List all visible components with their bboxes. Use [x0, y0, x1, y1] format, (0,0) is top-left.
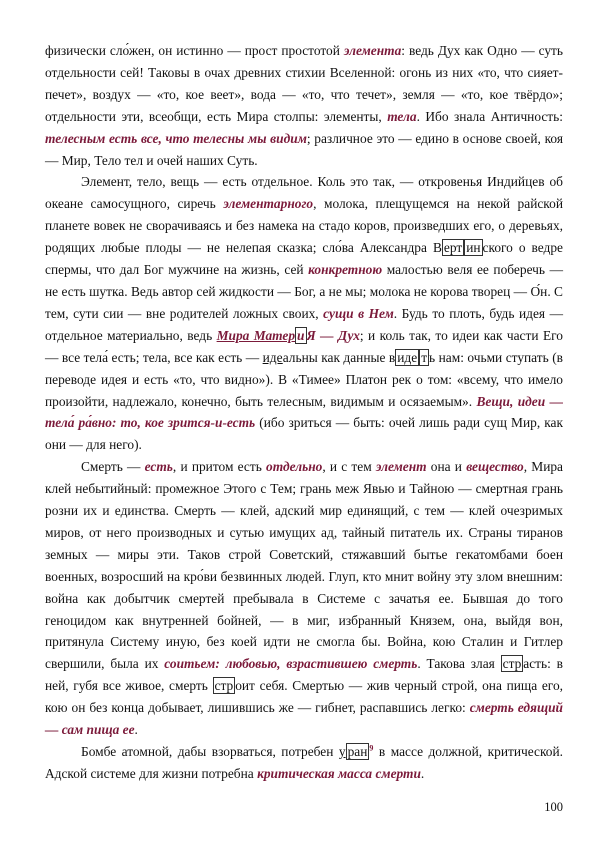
text-run: альны как данные [282, 349, 389, 365]
text-run: ; и коль так, то идеи как части Его — все тела́ есть; тела, все как есть — [45, 327, 563, 365]
emphasis: конкретною [308, 262, 383, 278]
emphasis: смерть едящий — сам пища ее [45, 700, 563, 738]
text-run: . [420, 765, 425, 781]
paragraph-3 [45, 456, 563, 741]
boxed-morpheme: ран [347, 744, 368, 759]
footnote-marker[interactable]: 9 [369, 743, 374, 753]
boxed-morpheme: стр [214, 678, 234, 694]
emphasis: отдельно [266, 459, 323, 475]
underlined-morpheme: иде [262, 349, 283, 365]
text-run: , молока, плещущемся на некой райской планете вовек не сворачиваясь и без намека на стадо коров, произведших его, о деревьях, родящих любые плоды — не нелепая сказка; сло́ва Александра [45, 196, 563, 256]
text-run: , и с тем [322, 459, 376, 475]
text-run: , Мира клей небытийный: промежное Этого с Тем; грань меж Явью и Тайною — смертная грань розни их и единства. Смерть — клей, адский мир единящий, с тем — клей очезримых миров, от него производных и сутью имущих ад, тайный питатель их. Страны тиранов земных — миры эти. Таков строй Советский, стяжавший бытье гекатомбами боен военных, возросший на кро́ви безвинных людей. Глуп, кто мнит войну эту злом внешним: война как добытчик смертей пребывала в Системе с зачатья ее. Бывшая до того геноцидом как внутренней бойней, — в миг, избранный Князем, она, выйдя вон, притянула Систему иную, без коей идти не смогла бы. Война, кою Сталин и Гитлер свершили, была их [45, 459, 563, 672]
emphasis: элементарного [223, 196, 314, 212]
emphasis: Мира Матер [216, 327, 296, 343]
boxed-morpheme: иде [397, 349, 418, 365]
emphasis: тела [387, 108, 417, 124]
text-run: она и [426, 459, 467, 475]
text-run: оит себя. Смертью — жив черный строй, она пища его, кою он без конца добывает, лишившись же — гибнет, распавшись легко: [45, 678, 563, 716]
page-number: 100 [544, 800, 563, 814]
text-run: . [134, 722, 138, 738]
underlined-morpheme: у [338, 744, 346, 759]
text-run: Элемент, тело, вещь — есть отдельное. Коль это так, — откровенья Индийцев об океане самосущного, сиречь [45, 174, 563, 212]
boxed-morpheme: стр [502, 656, 522, 672]
text-run: . Такова злая [417, 656, 501, 672]
body-text [45, 40, 563, 785]
boxed-morpheme: и [297, 327, 305, 343]
emphasis: элемента [343, 43, 402, 58]
text-run: ; различное это — едино в основе своей, коя — Мир, Тело тел и очей наших Суть. [45, 130, 563, 168]
emphasis: телесным есть все, что телесны мы видим [45, 130, 307, 146]
text-run: . Будь то плоть, будь идея — отдельное материально, ведь [45, 305, 563, 343]
emphasis: сущи в Нем [323, 305, 394, 321]
emphasis: есть [144, 459, 173, 475]
text-run: : ведь Дух как Одно — суть отдельности сей! Таковы в очах древних стихии Вселенной: огонь из них «то, что сияет-печет», воздух — «то, кое веет», вода — «то, что течет», земля — «то, кое твёрдо»; отдельности эти, всеобщи, есть Мира столпы: элементы, [45, 43, 563, 124]
text-run: в [388, 349, 396, 365]
text-run: Смерть — [81, 459, 145, 475]
text-run: в массе должной, критической. Адской системе для жизни потребна [45, 744, 563, 781]
emphasis: элемент [375, 459, 427, 475]
emphasis: критическая масса смерти [257, 765, 421, 781]
boxed-morpheme: т [421, 349, 428, 365]
boxed-morpheme: ерт [443, 240, 463, 256]
emphasis: Вещи, идеи — тела́ ра́вно: то, кое зрится-и-есть [45, 393, 563, 431]
boxed-morpheme: ин [466, 240, 481, 256]
text-run: ского о ведре спермы, что дал Бог мужчине на жизнь, сей [45, 240, 563, 278]
emphasis: Я [306, 327, 316, 343]
text-run: В [432, 240, 442, 256]
emphasis: — Дух [315, 327, 360, 343]
text-run: . Ибо знала Античность: [416, 108, 563, 124]
paragraph-2 [45, 171, 563, 456]
text-run: асть: в ней, губя все живое, смерть [45, 656, 563, 694]
text-run: ь нам: очьми ступать (в переводе идея и есть «то, что видно»). В «Тимее» Платон рек о том: «всему, что имело произойти, надлежало, конечно, быть телесным, видимым и осязаемым». [45, 349, 563, 409]
emphasis: соитьем: любовью, взрастившею смерть [164, 656, 418, 672]
text-run: (ибо зриться — быть: очей лишь ради сущ Мир, как они — для него). [45, 415, 564, 453]
text-run: малостью веля ее поберечь — не есть шутка. Ведь автор сей жидкости — Бог, а не мы; молока не корова творец — О́н. С тем, сути сии — вне родителей ложных своих, [45, 262, 563, 321]
text-run: физически сло́жен, он истинно — прост простотой [45, 43, 344, 58]
paragraph-1 [45, 40, 563, 171]
emphasis: вещество [466, 459, 524, 475]
text-run: Бомбе атомной, дабы взорваться, потребен [81, 744, 339, 759]
paragraph-4 [45, 741, 563, 785]
text-run: , и притом есть [172, 459, 267, 475]
